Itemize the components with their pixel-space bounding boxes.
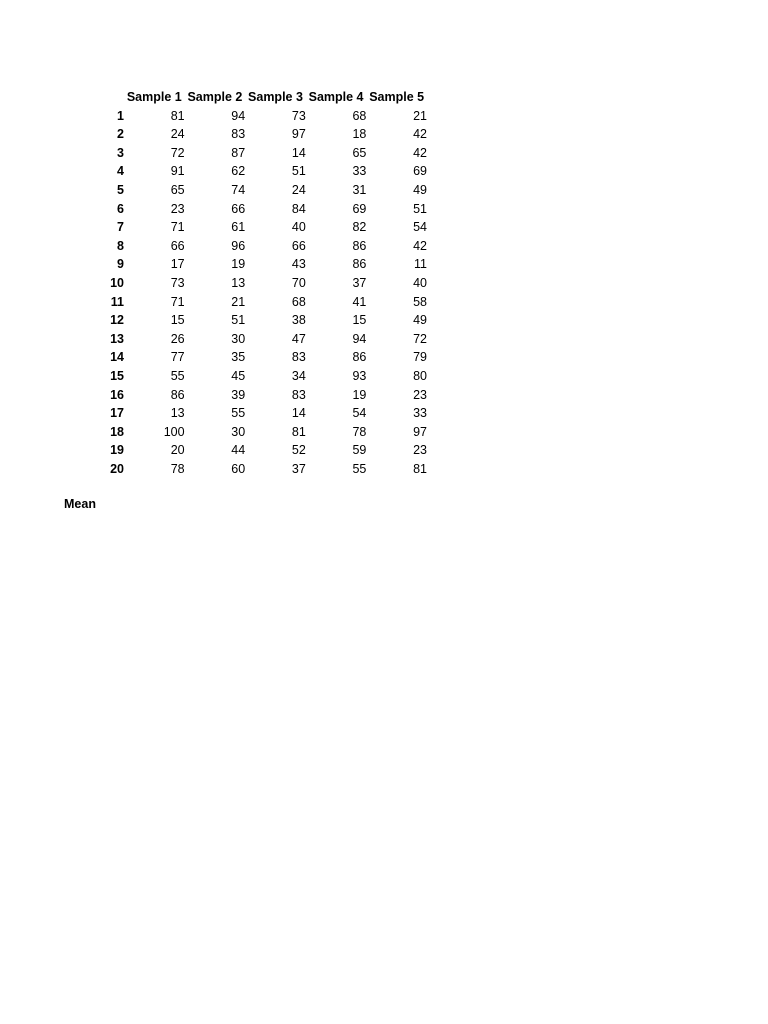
sample-value-cell: 79 xyxy=(413,350,427,365)
sample-value-cell: 83 xyxy=(291,387,306,402)
sample-value-cell: 60 xyxy=(231,461,246,476)
sample-value-cell: 24 xyxy=(170,127,185,142)
row-index-cell: 19 xyxy=(110,443,124,458)
sample-value-cell: 61 xyxy=(231,220,246,235)
row-index-cell: 6 xyxy=(117,201,124,216)
row-index-cell: 7 xyxy=(117,220,124,235)
table-row xyxy=(94,107,427,126)
sample-value-cell: 73 xyxy=(291,108,306,123)
table-row xyxy=(94,386,427,405)
table-row xyxy=(94,423,427,442)
sample-value-cell: 96 xyxy=(231,238,246,253)
sample-value-cell: 65 xyxy=(170,182,185,197)
column-header-sample-4: Sample 4 xyxy=(308,90,364,104)
sample-value-cell: 33 xyxy=(352,164,367,179)
sample-value-cell: 44 xyxy=(231,443,246,458)
sample-value-cell: 66 xyxy=(231,201,246,216)
row-index-cell: 1 xyxy=(117,108,124,123)
sample-value-cell: 72 xyxy=(413,331,427,346)
table-row xyxy=(94,125,427,144)
sample-value-cell: 30 xyxy=(231,331,246,346)
table-row xyxy=(94,162,427,181)
row-index-cell: 12 xyxy=(110,313,124,328)
row-index-cell: 11 xyxy=(110,294,124,309)
sample-value-cell: 51 xyxy=(413,201,427,216)
table-row xyxy=(94,144,427,163)
sample-value-cell: 49 xyxy=(413,182,427,197)
table-row xyxy=(94,348,427,367)
sample-value-cell: 42 xyxy=(413,127,427,142)
sample-value-cell: 51 xyxy=(231,313,246,328)
row-index-cell: 14 xyxy=(110,350,124,365)
sample-value-cell: 97 xyxy=(291,127,306,142)
sample-value-cell: 14 xyxy=(291,406,306,421)
sample-value-cell: 13 xyxy=(231,275,246,290)
sample-value-cell: 86 xyxy=(352,257,367,272)
sample-value-cell: 23 xyxy=(413,387,427,402)
table-row xyxy=(94,181,427,200)
row-index-cell: 9 xyxy=(117,257,124,272)
sample-value-cell: 37 xyxy=(352,275,367,290)
sample-value-cell: 23 xyxy=(413,443,427,458)
sample-value-cell: 68 xyxy=(291,294,306,309)
sample-value-cell: 97 xyxy=(413,424,427,439)
sample-value-cell: 47 xyxy=(291,331,306,346)
row-index-cell: 20 xyxy=(110,461,124,476)
sample-value-cell: 21 xyxy=(231,294,246,309)
sample-value-cell: 62 xyxy=(231,164,246,179)
sample-value-cell: 42 xyxy=(413,145,427,160)
sample-value-cell: 15 xyxy=(170,313,185,328)
table-row xyxy=(94,460,427,479)
sample-value-cell: 26 xyxy=(170,331,185,346)
sample-value-cell: 81 xyxy=(413,461,427,476)
sample-value-cell: 93 xyxy=(352,368,367,383)
row-index-cell: 13 xyxy=(110,331,124,346)
sample-value-cell: 94 xyxy=(352,331,367,346)
sample-value-cell: 86 xyxy=(352,238,367,253)
row-index-cell: 15 xyxy=(110,368,124,383)
sample-value-cell: 81 xyxy=(291,424,306,439)
sample-value-cell: 35 xyxy=(231,350,246,365)
sample-value-cell: 94 xyxy=(231,108,246,123)
row-index-cell: 17 xyxy=(110,406,124,421)
sample-value-cell: 38 xyxy=(291,313,306,328)
sample-value-cell: 71 xyxy=(170,294,185,309)
sample-value-cell: 66 xyxy=(291,238,306,253)
sample-value-cell: 83 xyxy=(231,127,246,142)
sample-value-cell: 17 xyxy=(170,257,185,272)
sample-value-cell: 72 xyxy=(170,145,185,160)
table-row xyxy=(94,255,427,274)
sample-value-cell: 86 xyxy=(352,350,367,365)
sample-value-cell: 11 xyxy=(413,257,427,272)
sample-value-cell: 37 xyxy=(291,461,306,476)
sample-value-cell: 58 xyxy=(413,294,427,309)
sample-value-cell: 54 xyxy=(352,406,367,421)
sample-value-cell: 87 xyxy=(231,145,246,160)
sample-value-cell: 45 xyxy=(231,368,246,383)
sample-value-cell: 39 xyxy=(231,387,246,402)
sample-value-cell: 69 xyxy=(352,201,367,216)
samples-table xyxy=(94,88,427,478)
table-row xyxy=(94,293,427,312)
column-header-sample-1: Sample 1 xyxy=(126,90,182,104)
sample-value-cell: 41 xyxy=(352,294,367,309)
header-row xyxy=(94,88,427,107)
sample-value-cell: 54 xyxy=(413,220,427,235)
sample-value-cell: 74 xyxy=(231,182,246,197)
sample-value-cell: 23 xyxy=(170,201,185,216)
sample-value-cell: 70 xyxy=(291,275,306,290)
sample-value-cell: 81 xyxy=(170,108,185,123)
sample-value-cell: 21 xyxy=(413,108,427,123)
sample-value-cell: 13 xyxy=(170,406,185,421)
row-index-cell: 18 xyxy=(110,424,124,439)
sample-value-cell: 83 xyxy=(291,350,306,365)
column-header-sample-2: Sample 2 xyxy=(187,90,243,104)
sample-value-cell: 42 xyxy=(413,238,427,253)
sample-value-cell: 55 xyxy=(231,406,246,421)
sample-value-cell: 59 xyxy=(352,443,367,458)
sample-value-cell: 69 xyxy=(413,164,427,179)
sample-value-cell: 19 xyxy=(352,387,367,402)
table-row xyxy=(94,218,427,237)
sample-value-cell: 30 xyxy=(231,424,246,439)
sample-value-cell: 40 xyxy=(413,275,427,290)
row-index-cell: 2 xyxy=(117,127,124,142)
sample-value-cell: 49 xyxy=(413,313,427,328)
sample-value-cell: 31 xyxy=(352,182,367,197)
sample-value-cell: 15 xyxy=(352,313,367,328)
sample-value-cell: 51 xyxy=(291,164,306,179)
row-index-cell: 3 xyxy=(117,145,124,160)
sample-value-cell: 40 xyxy=(291,220,306,235)
row-index-cell: 10 xyxy=(110,275,124,290)
sample-value-cell: 78 xyxy=(352,424,367,439)
table-row xyxy=(94,200,427,219)
sample-value-cell: 91 xyxy=(170,164,185,179)
table-row xyxy=(94,274,427,293)
sample-value-cell: 55 xyxy=(352,461,367,476)
sample-value-cell: 34 xyxy=(291,368,306,383)
sample-value-cell: 33 xyxy=(413,406,427,421)
sample-value-cell: 100 xyxy=(163,424,185,439)
sample-value-cell: 68 xyxy=(352,108,367,123)
sample-value-cell: 71 xyxy=(170,220,185,235)
row-index-cell: 5 xyxy=(117,182,124,197)
table-row xyxy=(94,330,427,349)
sample-value-cell: 66 xyxy=(170,238,185,253)
mean-label: Mean xyxy=(64,497,96,511)
table-row xyxy=(94,441,427,460)
row-index-cell: 16 xyxy=(110,387,124,402)
table-row xyxy=(94,404,427,423)
table-row xyxy=(94,367,427,386)
sample-value-cell: 82 xyxy=(352,220,367,235)
sample-value-cell: 73 xyxy=(170,275,185,290)
sample-value-cell: 24 xyxy=(291,182,306,197)
table-row xyxy=(94,311,427,330)
sample-value-cell: 84 xyxy=(291,201,306,216)
corner-cell xyxy=(94,88,124,107)
sample-value-cell: 80 xyxy=(413,368,427,383)
table-body xyxy=(94,107,427,479)
row-index-cell: 8 xyxy=(117,238,124,253)
sample-value-cell: 19 xyxy=(231,257,246,272)
sample-value-cell: 18 xyxy=(352,127,367,142)
sample-value-cell: 77 xyxy=(170,350,185,365)
table-row xyxy=(94,237,427,256)
sample-value-cell: 14 xyxy=(291,145,306,160)
sample-value-cell: 55 xyxy=(170,368,185,383)
column-header-sample-3: Sample 3 xyxy=(248,90,303,104)
sample-value-cell: 20 xyxy=(170,443,185,458)
sample-value-cell: 52 xyxy=(291,443,306,458)
sample-value-cell: 65 xyxy=(352,145,367,160)
row-index-cell: 4 xyxy=(117,164,124,179)
sample-value-cell: 43 xyxy=(291,257,306,272)
column-header-sample-5: Sample 5 xyxy=(369,90,425,104)
sample-value-cell: 86 xyxy=(170,387,185,402)
sample-value-cell: 78 xyxy=(170,461,185,476)
